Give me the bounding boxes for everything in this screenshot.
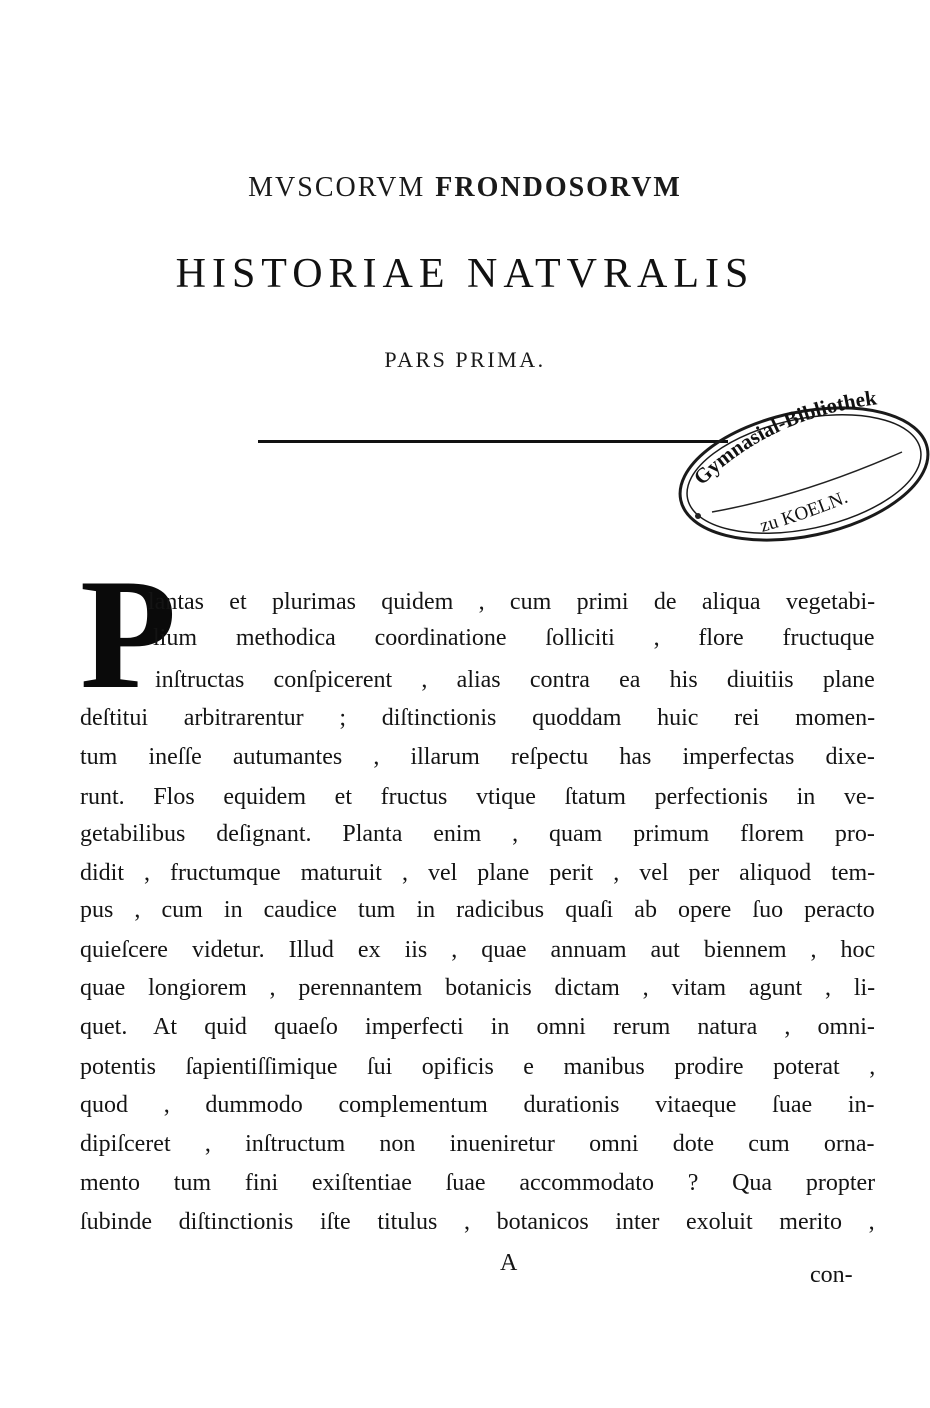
text-line: didit , fructumque maturuit , vel plane perit , vel per aliquod tem-	[80, 860, 876, 886]
text-line: inſtructas conſpicerent , alias contra ea his diuitiis plane	[155, 667, 875, 693]
text-line: lium methodica coordinatione ſolliciti , flore fructuque	[153, 625, 875, 651]
library-stamp	[672, 388, 930, 554]
text-line: quet. At quid quaeſo imperfecti in omni rerum natura , omni-	[80, 1014, 875, 1040]
title-rule	[258, 440, 728, 443]
text-line: tum ineſſe autumantes , illarum reſpectu has imperfectas dixe-	[80, 744, 875, 770]
text-line: quae longiorem , perennantem botanicis dictam , vitam agunt , li-	[80, 975, 876, 1001]
text-line: runt. Flos equidem et fructus vtique ſtatum perfectionis in ve-	[80, 784, 875, 810]
text-line: quieſcere videtur. Illud ex iis , quae annuam aut biennem , hoc	[80, 937, 876, 963]
text-line: ſubinde diſtinctionis iſte titulus , botanicos inter exoluit merito ,	[80, 1209, 875, 1235]
text-line: quod , dummodo complementum durationis vitaeque ſuae in-	[80, 1092, 875, 1118]
drop-cap: P	[80, 547, 177, 722]
stamp-bottom-text: zu KOELN.	[757, 486, 851, 537]
text-line: pus , cum in caudice tum in radicibus quaſi ab opere ſuo peracto	[80, 897, 875, 923]
text-line: deſtitui arbitrarentur ; diſtinctionis quoddam huic rei momen-	[80, 705, 876, 731]
text-line: getabilibus deſignant. Planta enim , quam primum florem pro-	[80, 821, 875, 847]
title-word-muscorum: MVSCORVM	[248, 172, 426, 203]
title-line-1	[0, 172, 930, 204]
text-line: mento tum fini exiſtentiae ſuae accommodato ? Qua propter	[80, 1170, 876, 1196]
signature-mark: A	[500, 1250, 518, 1276]
text-line: potentis ſapientiſſimique ſui opificis e manibus prodire poterat ,	[80, 1054, 876, 1080]
title-line-2: HISTORIAE NATVRALIS	[175, 251, 755, 297]
text-line: lantas et plurimas quidem , cum primi de aliqua vegetabi-	[148, 589, 876, 615]
text-line: dipiſceret , inſtructum non inueniretur omni dote cum orna-	[80, 1131, 875, 1157]
stamp-top-text: Gymnasial-Bibliothek	[688, 388, 879, 490]
title-line-3: PARS PRIMA.	[384, 347, 546, 372]
catchword: con-	[810, 1262, 853, 1288]
title-word-frondosorum: FRONDOSORVM	[435, 172, 682, 203]
